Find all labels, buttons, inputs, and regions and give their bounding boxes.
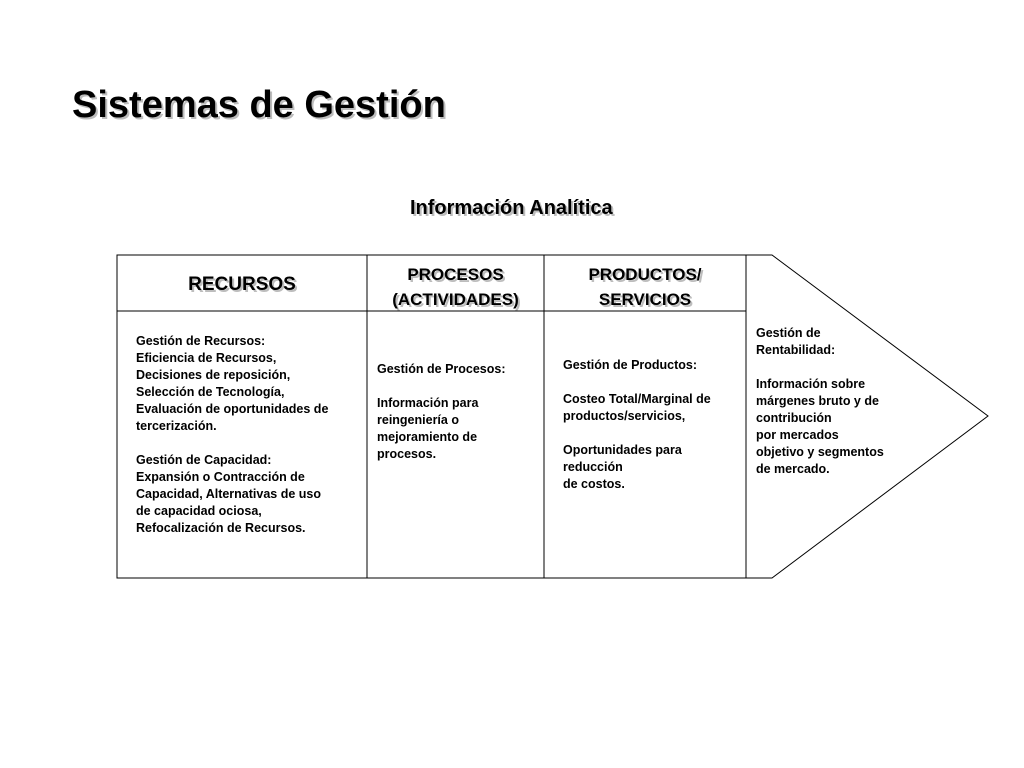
body-productos: Gestión de Productos: Costeo Total/Marginal de productos/servicios, Oportunidades para reducción de costos. xyxy=(563,358,711,491)
diagram-subtitle: Información Analítica xyxy=(410,197,613,219)
header-recursos: RECURSOS xyxy=(188,274,296,295)
body-rentabilidad: Gestión de Rentabilidad: Información sobre márgenes bruto y de contribución por mercados objetivo y segmentos de mercado. xyxy=(756,326,884,476)
header-procesos: PROCESOS (ACTIVIDADES) xyxy=(392,265,519,309)
header-productos: PRODUCTOS/ SERVICIOS xyxy=(588,265,702,309)
body-recursos: Gestión de Recursos: Eficiencia de Recursos, Decisiones de reposición, Selección de Tecnología, Evaluación de oportunidades de tercerización. Gestión de Capacidad: Expansión o Contracción de Capacidad, Alternativas de uso de capacidad ociosa, Refocalización de Recursos. xyxy=(136,334,329,535)
body-procesos: Gestión de Procesos: Información para reingeniería o mejoramiento de procesos. xyxy=(377,362,506,461)
page-title: Sistemas de Gestión xyxy=(72,84,446,126)
